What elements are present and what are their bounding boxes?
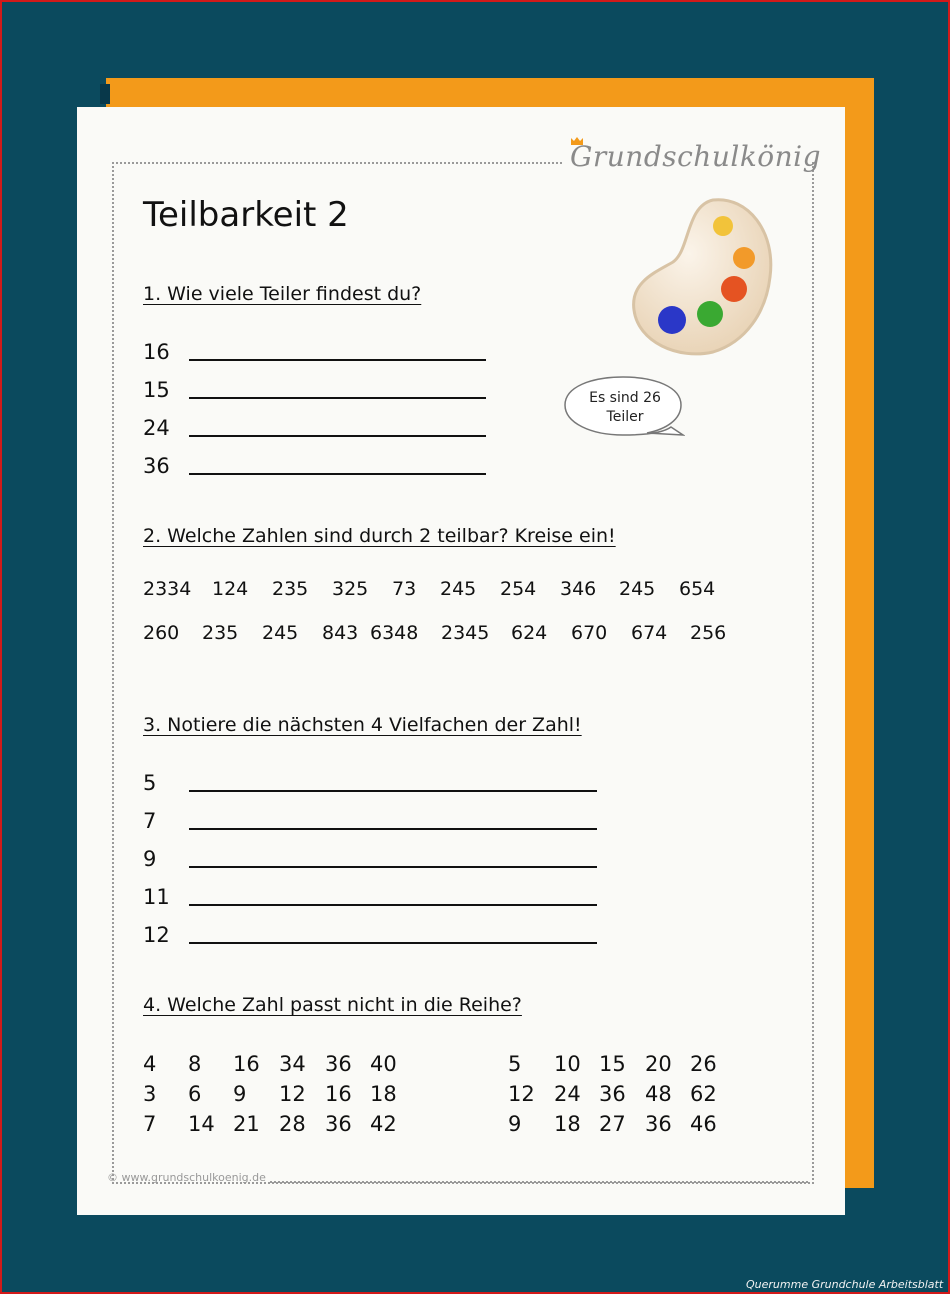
sequence-number[interactable]: 20 [645, 1052, 672, 1076]
answer-line[interactable] [189, 866, 597, 868]
number-option[interactable]: 654 [679, 578, 716, 600]
number-option[interactable]: 73 [392, 578, 417, 600]
sequence-number[interactable]: 18 [370, 1082, 397, 1106]
number-option[interactable]: 245 [440, 578, 477, 600]
sequence-number[interactable]: 27 [599, 1112, 626, 1136]
number-option[interactable]: 256 [690, 622, 727, 644]
paint-palette-icon [628, 192, 778, 360]
sequence-number[interactable]: 14 [188, 1112, 215, 1136]
task2-heading: 2. Welche Zahlen sind durch 2 teilbar? Kreise ein! [143, 525, 616, 547]
bubble-line: Teiler [606, 409, 644, 425]
image-caption: Querumme Grundchule Arbeitsblatt [746, 1278, 944, 1291]
sequence-number[interactable]: 16 [325, 1082, 352, 1106]
sequence-number[interactable]: 21 [233, 1112, 260, 1136]
answer-line[interactable] [189, 942, 597, 944]
answer-line[interactable] [189, 473, 486, 475]
sheet-shadow [100, 84, 110, 104]
answer-line[interactable] [189, 397, 486, 399]
number-option[interactable]: 674 [631, 622, 668, 644]
task3-number: 5 [143, 771, 157, 795]
sequence-number[interactable]: 36 [645, 1112, 672, 1136]
number-option[interactable]: 624 [511, 622, 548, 644]
sequence-number[interactable]: 9 [233, 1082, 247, 1106]
sequence-number[interactable]: 4 [143, 1052, 157, 1076]
sequence-number[interactable]: 36 [599, 1082, 626, 1106]
brand-logo: Grundschulkönig [570, 140, 822, 173]
answer-line[interactable] [189, 828, 597, 830]
sequence-number[interactable]: 46 [690, 1112, 717, 1136]
sequence-number[interactable]: 16 [233, 1052, 260, 1076]
sequence-number[interactable]: 42 [370, 1112, 397, 1136]
number-option[interactable]: 124 [212, 578, 249, 600]
footer-dotted-line [270, 1181, 808, 1183]
task1-number: 24 [143, 416, 170, 440]
task3-number: 11 [143, 885, 170, 909]
sequence-number[interactable]: 6 [188, 1082, 202, 1106]
sequence-number[interactable]: 34 [279, 1052, 306, 1076]
task3-heading: 3. Notiere die nächsten 4 Vielfachen der Zahl! [143, 714, 582, 736]
sequence-number[interactable]: 40 [370, 1052, 397, 1076]
sequence-number[interactable]: 36 [325, 1112, 352, 1136]
sequence-number[interactable]: 7 [143, 1112, 157, 1136]
task3-number: 9 [143, 847, 157, 871]
sequence-number[interactable]: 10 [554, 1052, 581, 1076]
bubble-line: Es sind 26 [589, 390, 661, 406]
sequence-number[interactable]: 12 [508, 1082, 535, 1106]
number-option[interactable]: 235 [272, 578, 309, 600]
number-option[interactable]: 6348 [370, 622, 419, 644]
sequence-number[interactable]: 9 [508, 1112, 522, 1136]
number-option[interactable]: 235 [202, 622, 239, 644]
answer-line[interactable] [189, 359, 486, 361]
number-option[interactable]: 2334 [143, 578, 192, 600]
sequence-number[interactable]: 24 [554, 1082, 581, 1106]
task4-heading: 4. Welche Zahl passt nicht in die Reihe? [143, 994, 522, 1016]
number-option[interactable]: 346 [560, 578, 597, 600]
task3-number: 12 [143, 923, 170, 947]
sequence-number[interactable]: 15 [599, 1052, 626, 1076]
speech-bubble-text [570, 389, 680, 427]
number-option[interactable]: 260 [143, 622, 180, 644]
sequence-number[interactable]: 5 [508, 1052, 522, 1076]
task1-heading: 1. Wie viele Teiler findest du? [143, 283, 422, 305]
answer-line[interactable] [189, 904, 597, 906]
number-option[interactable]: 670 [571, 622, 608, 644]
sequence-number[interactable]: 26 [690, 1052, 717, 1076]
number-option[interactable]: 325 [332, 578, 369, 600]
answer-line[interactable] [189, 790, 597, 792]
worksheet-title: Teilbarkeit 2 [143, 195, 349, 235]
sequence-number[interactable]: 3 [143, 1082, 157, 1106]
task1-number: 36 [143, 454, 170, 478]
task3-number: 7 [143, 809, 157, 833]
sequence-number[interactable]: 8 [188, 1052, 202, 1076]
number-option[interactable]: 254 [500, 578, 537, 600]
number-option[interactable]: 245 [619, 578, 656, 600]
sequence-number[interactable]: 48 [645, 1082, 672, 1106]
sequence-number[interactable]: 12 [279, 1082, 306, 1106]
task1-number: 16 [143, 340, 170, 364]
task1-number: 15 [143, 378, 170, 402]
answer-line[interactable] [189, 435, 486, 437]
sequence-number[interactable]: 18 [554, 1112, 581, 1136]
sequence-number[interactable]: 62 [690, 1082, 717, 1106]
number-option[interactable]: 2345 [441, 622, 490, 644]
number-option[interactable]: 843 [322, 622, 359, 644]
sequence-number[interactable]: 36 [325, 1052, 352, 1076]
footer-copyright: © www.grundschulkoenig.de [107, 1171, 266, 1184]
number-option[interactable]: 245 [262, 622, 299, 644]
sequence-number[interactable]: 28 [279, 1112, 306, 1136]
